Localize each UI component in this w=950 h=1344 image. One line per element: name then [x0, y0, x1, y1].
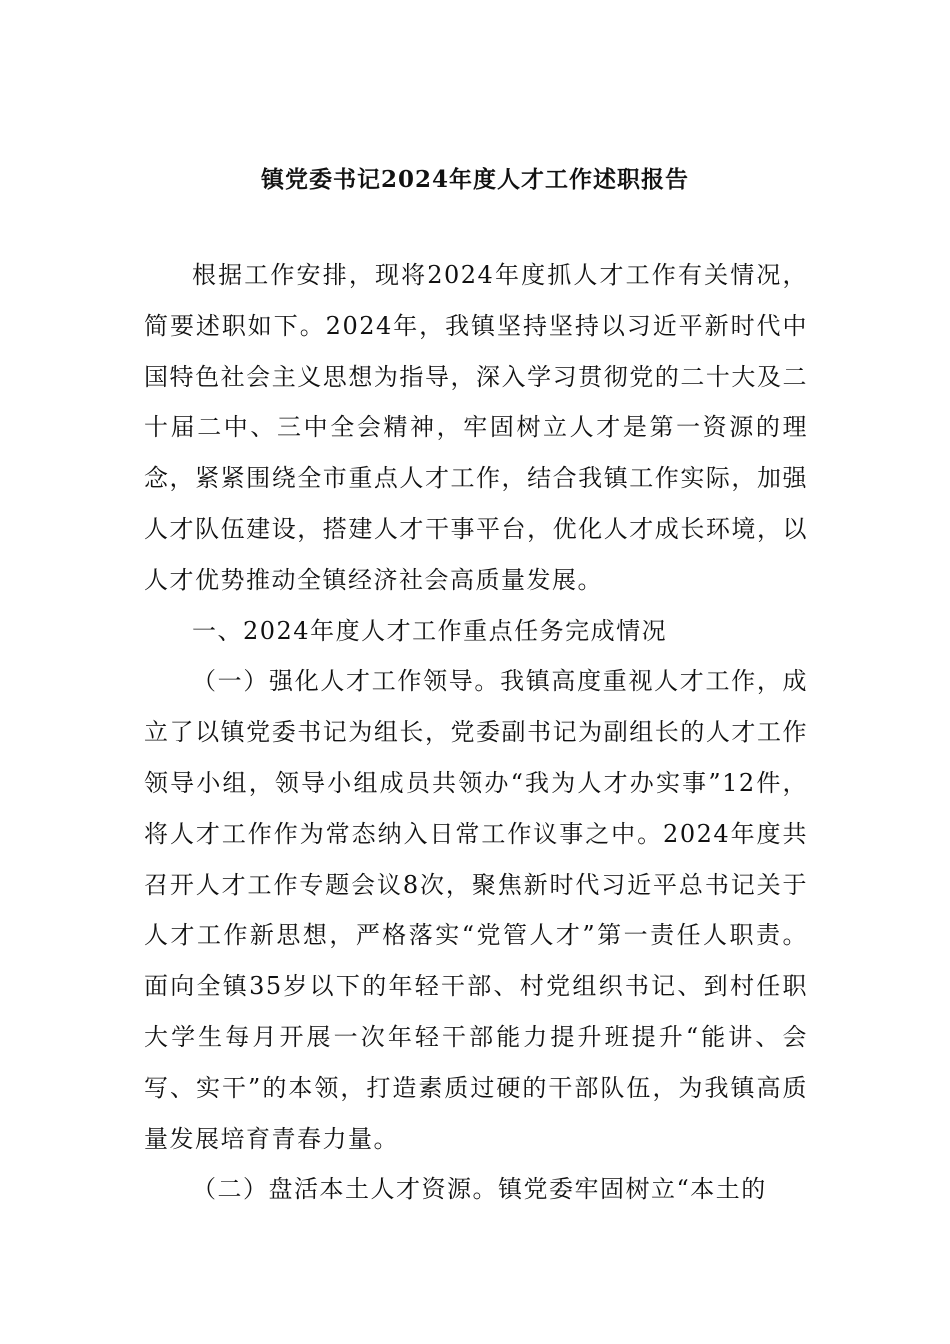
paragraph-intro: 根据工作安排，现将2024年度抓人才工作有关情况，简要述职如下。2024年，我镇坚持坚持以习近平新时代中国特色社会主义思想为指导，深入学习贯彻党的二十大及二十届二中、三中全会精神，牢固树立人才是第一资源的理念，紧紧围绕全市重点人才工作，结合我镇工作实际，加强人才队伍建设，搭建人才干事平台，优化人才成长环境，以人才优势推动全镇经济社会高质量发展。	[144, 261, 808, 594]
section-heading-1: 一、2024年度人才工作重点任务完成情况	[192, 616, 668, 645]
document-body	[144, 250, 808, 1215]
document-title: 镇党委书记2024年度人才工作述职报告	[260, 166, 689, 193]
paragraph-subsection-1: （一）强化人才工作领导。我镇高度重视人才工作，成立了以镇党委书记为组长，党委副书记为副组长的人才工作领导小组，领导小组成员共领办“我为人才办实事”12件，将人才工作作为常态纳入日常工作议事之中。2024年度共召开人才工作专题会议8次，聚焦新时代习近平总书记关于人才工作新思想，严格落实“党管人才”第一责任人职责。面向全镇35岁以下的年轻干部、村党组织书记、到村任职大学生每月开展一次年轻干部能力提升班提升“能讲、会写、实干”的本领，打造素质过硬的干部队伍，为我镇高质量发展培育青春力量。	[144, 667, 808, 1153]
paragraph-subsection-2: （二）盘活本土人才资源。镇党委牢固树立“本土的	[192, 1175, 767, 1204]
